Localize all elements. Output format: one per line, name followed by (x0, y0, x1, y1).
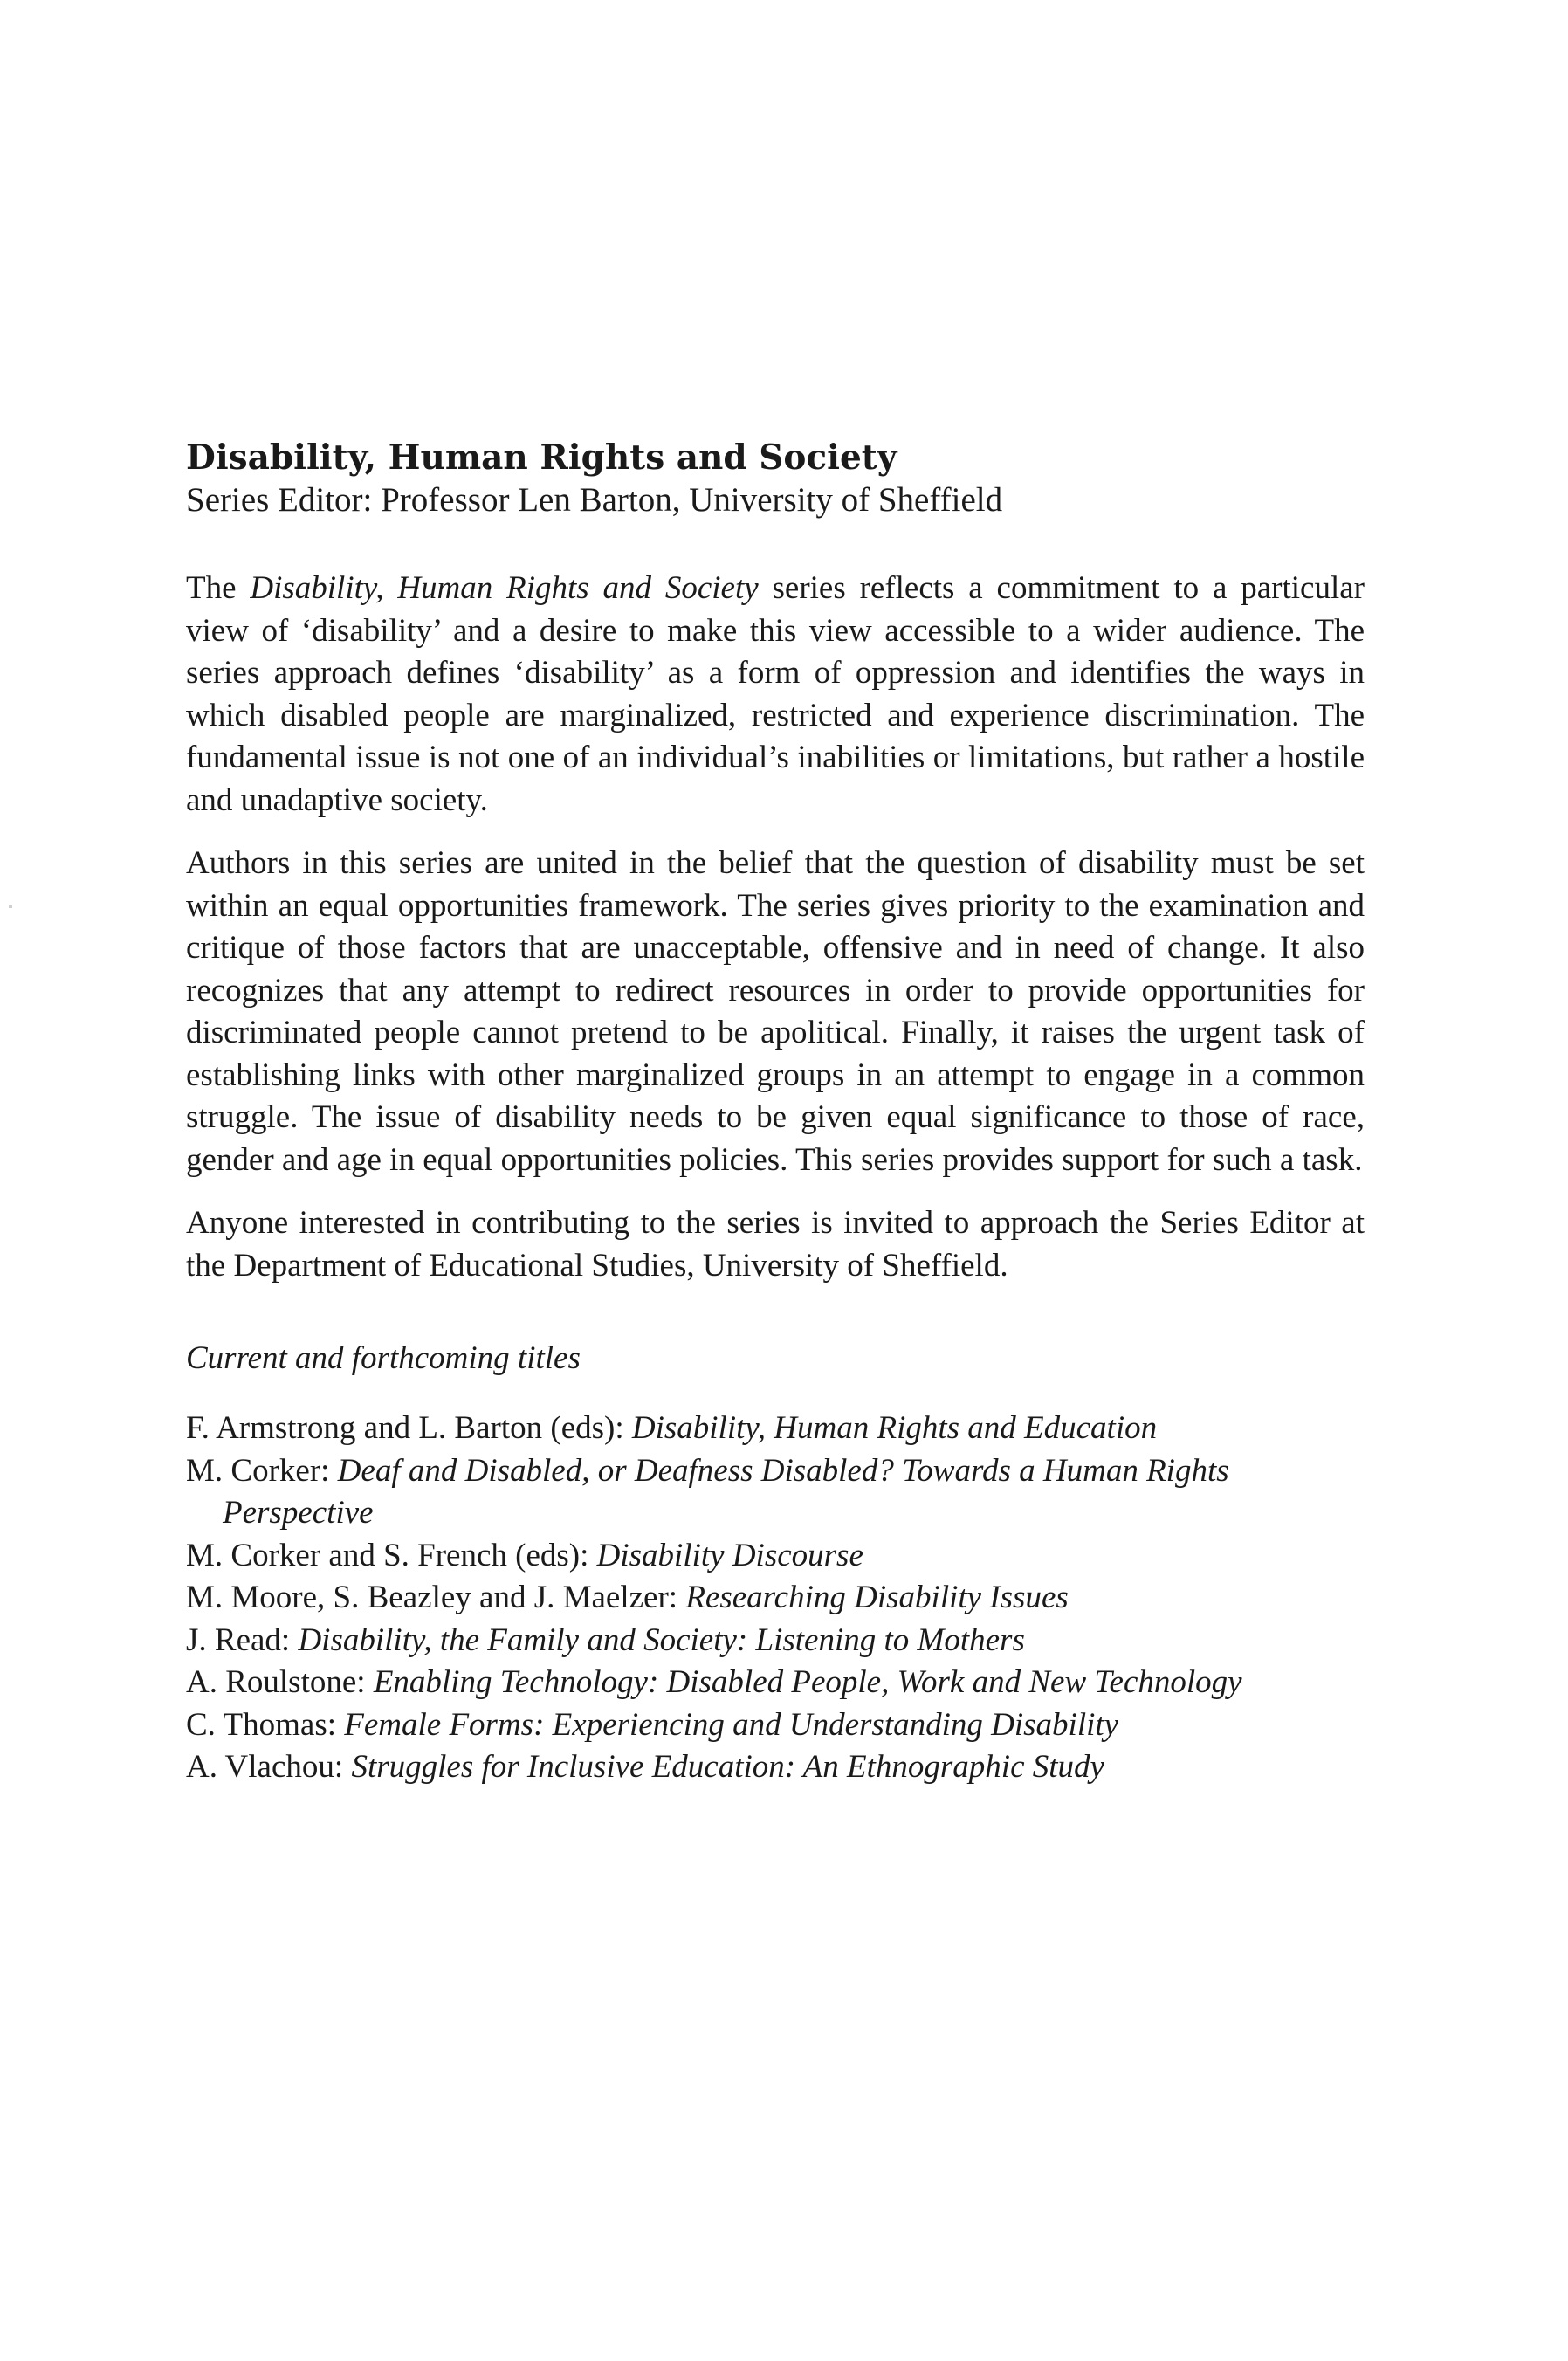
authors-paragraph: Authors in this series are united in the belief that the question of disability must be set within an equal opportunities framework. The series gives priority to the examination and critique of those factors that are unacceptable, offensive and in need of change. It also recognizes that any attempt to redirect resources in order to provide opportunities for discriminated people cannot pretend to be apolitical. Finally, it raises the urgent task of establishing links with other marginalized groups in an attempt to engage in a common struggle. The issue of disability needs to be given equal significance to those of race, gender and age in equal opportunities policies. This series provides support for such a task. (186, 845, 1365, 1178)
series-page (186, 437, 1365, 1789)
series-title: Disability, Human Rights and Society (186, 437, 897, 478)
contact-paragraph: Anyone interested in contributing to the series is invited to approach the Series Editor at the Department of Educational Studies, University of Sheffield. (186, 1205, 1365, 1284)
list-item (186, 1662, 1365, 1704)
title-book: Disability, Human Rights and Education (631, 1410, 1158, 1446)
title-author: M. Corker: (186, 1452, 338, 1489)
title-author: A. Roulstone: (186, 1664, 374, 1700)
list-item (186, 1535, 1365, 1578)
series-name-italic: Disability, Human Rights and Society (250, 570, 759, 606)
titles-list (186, 1408, 1365, 1789)
title-author: F. Armstrong and L. Barton (eds): (186, 1410, 632, 1446)
list-item (186, 1408, 1365, 1450)
title-book: Disability, the Family and Society: Listening to Mothers (298, 1621, 1025, 1658)
title-book: Researching Disability Issues (685, 1580, 1069, 1615)
title-book: Female Forms: Experiencing and Understanding Disability (344, 1706, 1119, 1743)
intro-body: series reflects a commitment to a particular view of ‘disability’ and a desire to make this view accessible to a wider audience. The series approach defines ‘disability’ as a form of oppression and identifies the ways in which disabled people are marginalized, restricted and experience discrimination. The fundamental issue is not one of an individual’s inabilities or limitations, but rather a hostile and unadaptive society. (186, 570, 1365, 818)
title-book: Struggles for Inclusive Education: An Ethnographic Study (351, 1749, 1104, 1785)
list-item (186, 1577, 1365, 1620)
title-book: Deaf and Disabled, or Deafness Disabled? Towards a Human Rights Perspective (223, 1452, 1229, 1531)
series-editor: Series Editor: Professor Len Barton, University of Sheffield (186, 481, 1003, 519)
list-item (186, 1620, 1365, 1662)
title-author: M. Moore, S. Beazley and J. Maelzer: (186, 1580, 686, 1615)
title-author: M. Corker and S. French (eds): (186, 1537, 597, 1573)
title-author: J. Read: (186, 1621, 299, 1658)
titles-heading: Current and forthcoming titles (186, 1340, 581, 1376)
title-author: A. Vlachou: (186, 1749, 352, 1785)
list-item (186, 1704, 1365, 1747)
margin-speck (9, 905, 12, 908)
intro-prefix: The (186, 570, 251, 606)
title-book: Disability Discourse (596, 1537, 863, 1573)
list-item (186, 1450, 1365, 1535)
intro-paragraph (186, 568, 1365, 822)
title-author: C. Thomas: (186, 1706, 345, 1743)
title-book: Enabling Technology: Disabled People, Work and New Technology (373, 1664, 1242, 1700)
list-item (186, 1746, 1365, 1789)
